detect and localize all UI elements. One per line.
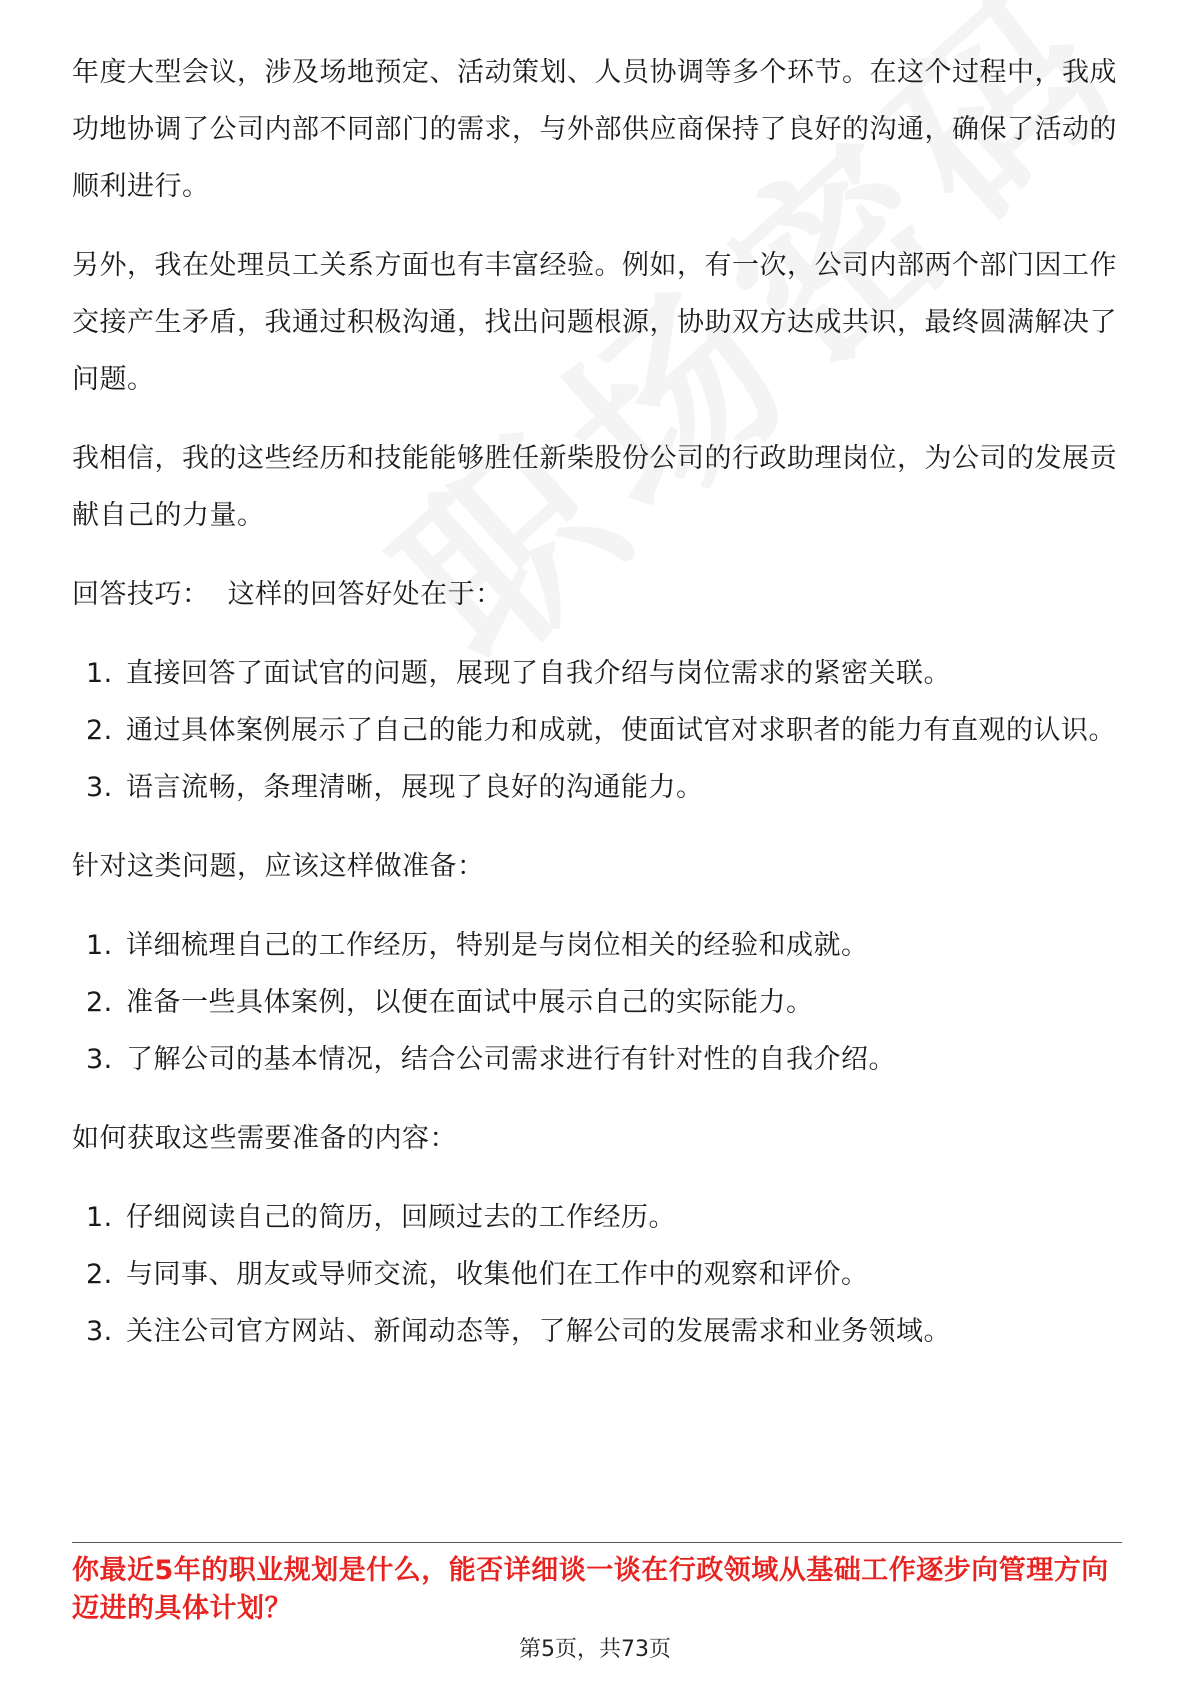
prep-list bbox=[72, 917, 1122, 1088]
tips-list bbox=[72, 645, 1122, 816]
list-text: 关注公司官方网站、新闻动态等，了解公司的发展需求和业务领域。 bbox=[126, 1316, 951, 1347]
list-item bbox=[72, 759, 1122, 816]
list-item bbox=[72, 974, 1122, 1031]
list-number: 2. bbox=[86, 715, 113, 746]
list-text: 与同事、朋友或导师交流，收集他们在工作中的观察和评价。 bbox=[126, 1259, 869, 1290]
list-text: 了解公司的基本情况，结合公司需求进行有针对性的自我介绍。 bbox=[126, 1044, 896, 1075]
list-item bbox=[72, 917, 1122, 974]
page-number: 第5页，共73页 bbox=[519, 1637, 671, 1662]
list-number: 3. bbox=[86, 1316, 113, 1347]
list-number: 3. bbox=[86, 1044, 113, 1075]
paragraph-conclusion: 我相信，我的这些经历和技能能够胜任新柴股份公司的行政助理岗位，为公司的发展贡献自己的力量。 bbox=[72, 443, 1117, 531]
tips-heading: 回答技巧： 这样的回答好处在于： bbox=[72, 579, 503, 610]
list-number: 2. bbox=[86, 1259, 113, 1290]
list-text: 语言流畅，条理清晰，展现了良好的沟通能力。 bbox=[126, 772, 704, 803]
obtain-heading: 如何获取这些需要准备的内容： bbox=[72, 1123, 457, 1154]
list-item bbox=[72, 1246, 1122, 1303]
list-item bbox=[72, 1031, 1122, 1088]
page-content bbox=[72, 44, 1122, 1382]
list-text: 仔细阅读自己的简历，回顾过去的工作经历。 bbox=[126, 1202, 676, 1233]
list-number: 1. bbox=[86, 1202, 113, 1233]
list-text: 详细梳理自己的工作经历，特别是与岗位相关的经验和成就。 bbox=[126, 930, 869, 961]
list-item bbox=[72, 702, 1122, 759]
list-item bbox=[72, 1189, 1122, 1246]
section-divider bbox=[72, 1542, 1122, 1543]
prep-heading: 针对这类问题，应该这样做准备： bbox=[72, 851, 485, 882]
next-question-heading: 你最近5年的职业规划是什么，能否详细谈一谈在行政领域从基础工作逐步向管理方向迈进的具体计划？ bbox=[72, 1555, 1109, 1624]
obtain-list bbox=[72, 1189, 1122, 1360]
list-number: 3. bbox=[86, 772, 113, 803]
list-item bbox=[72, 645, 1122, 702]
list-text: 直接回答了面试官的问题，展现了自我介绍与岗位需求的紧密关联。 bbox=[126, 658, 951, 689]
list-number: 1. bbox=[86, 658, 113, 689]
paragraph-employee-relations: 另外，我在处理员工关系方面也有丰富经验。例如，有一次，公司内部两个部门因工作交接产生矛盾，我通过积极沟通，找出问题根源，协助双方达成共识，最终圆满解决了问题。 bbox=[72, 250, 1117, 395]
list-number: 1. bbox=[86, 930, 113, 961]
list-number: 2. bbox=[86, 987, 113, 1018]
paragraph-experience: 年度大型会议，涉及场地预定、活动策划、人员协调等多个环节。在这个过程中，我成功地协调了公司内部不同部门的需求，与外部供应商保持了良好的沟通，确保了活动的顺利进行。 bbox=[72, 57, 1117, 202]
list-text: 准备一些具体案例，以便在面试中展示自己的实际能力。 bbox=[126, 987, 814, 1018]
list-text: 通过具体案例展示了自己的能力和成就，使面试官对求职者的能力有直观的认识。 bbox=[126, 715, 1116, 746]
list-item bbox=[72, 1303, 1122, 1360]
